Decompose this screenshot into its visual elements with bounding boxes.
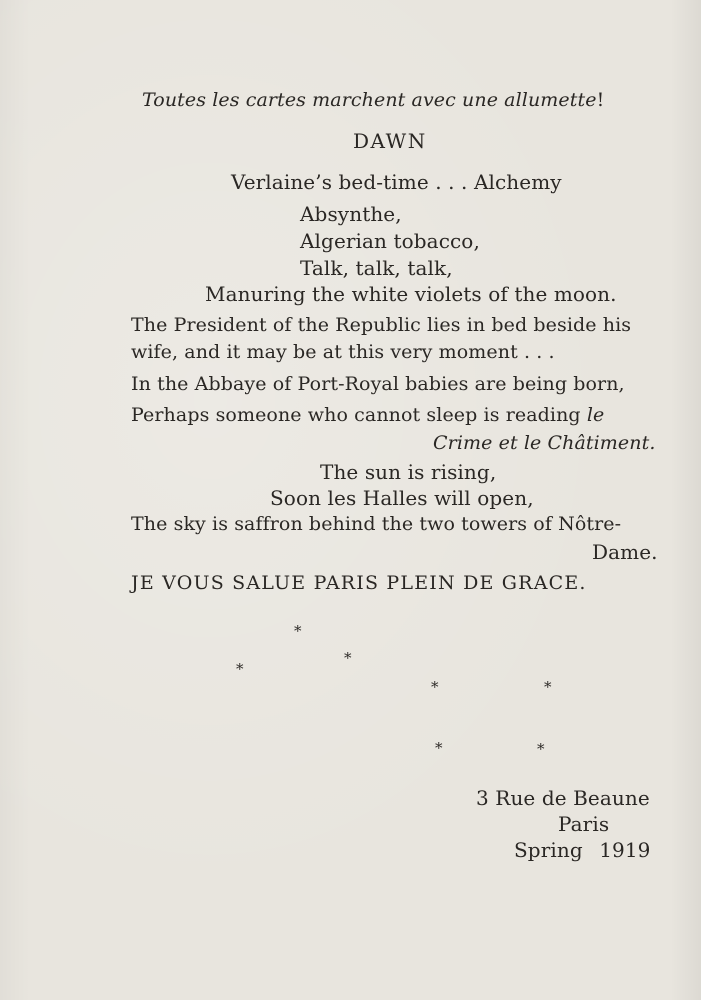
book-title-crime: Crime et le Châtiment. [433, 432, 656, 454]
epigraph-text: Toutes les cartes marchent avec une allumette [142, 89, 597, 111]
perhaps-text: Perhaps someone who cannot sleep is reading [131, 404, 587, 426]
asterisk: * [544, 678, 552, 696]
poem-line-halles: Soon les Halles will open, [270, 486, 534, 510]
asterisk: * [431, 678, 439, 696]
asterisk: * [537, 740, 545, 758]
poem-line-tobacco: Algerian tobacco, [300, 229, 480, 253]
epigraph-punct: ! [596, 89, 605, 111]
poem-line-talk: Talk, talk, talk, [300, 256, 453, 280]
asterisk: * [435, 739, 443, 757]
poem-line-absynthe: Absynthe, [300, 202, 402, 226]
epigraph [142, 88, 604, 112]
poem-line-salue: JE VOUS SALUE PARIS PLEIN DE GRACE. [131, 572, 587, 594]
poem-line-bedtime: Verlaine’s bed-time . . . Alchemy [231, 170, 562, 194]
poem-line-president-1: The President of the Republic lies in bed beside his [131, 314, 632, 336]
asterisk: * [344, 649, 352, 667]
signoff-address: 3 Rue de Beaune [476, 786, 650, 810]
book-title-le: le [586, 404, 605, 426]
poem-line-sun: The sun is rising, [320, 460, 497, 484]
poem-title: DAWN [353, 129, 427, 153]
poem-line-manuring: Manuring the white violets of the moon. [205, 282, 617, 306]
asterisk: * [294, 622, 302, 640]
poem-line-abbaye: In the Abbaye of Port-Royal babies are being born, [131, 373, 625, 395]
poem-line-sky: The sky is saffron behind the two towers of Nôtre- [131, 513, 622, 535]
signoff-date: Spring 1919 [514, 838, 651, 862]
poem-line-perhaps [131, 403, 604, 427]
asterisk: * [236, 660, 244, 678]
poem-line-dame: Dame. [592, 540, 658, 564]
signoff-city: Paris [558, 812, 610, 836]
poem-line-president-2: wife, and it may be at this very moment . . . [131, 341, 555, 363]
